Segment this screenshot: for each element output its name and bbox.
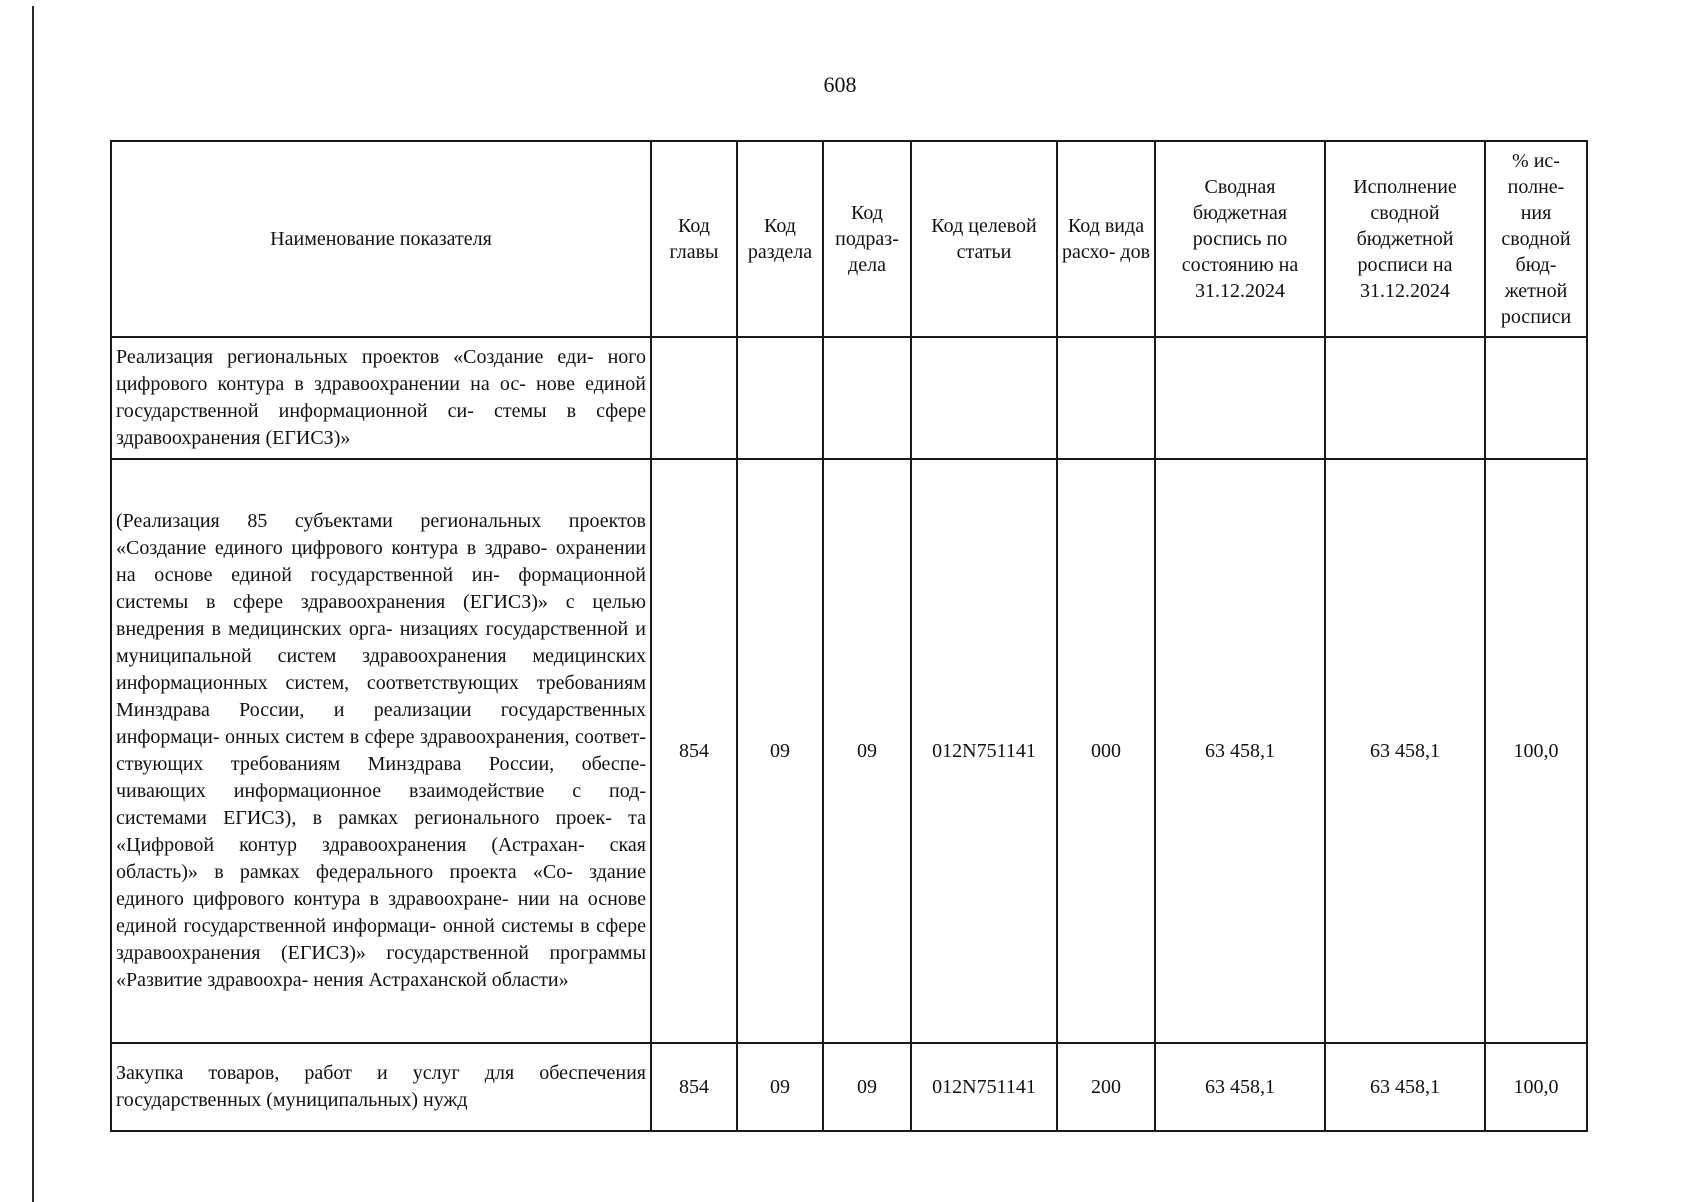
- row-plan-value: 63 458,1: [1155, 1043, 1325, 1131]
- row-chapter-code: 854: [651, 459, 737, 1043]
- row-execution-value: 63 458,1: [1325, 459, 1485, 1043]
- row-percent-value: [1485, 337, 1587, 459]
- row-expense-type: 200: [1057, 1043, 1155, 1131]
- header-target-article-code: Код целевой статьи: [911, 141, 1057, 337]
- header-budget-execution: Исполнение сводной бюджетной росписи на 31.12.2024: [1325, 141, 1485, 337]
- row-expense-type: [1057, 337, 1155, 459]
- row-subsection-code: 09: [823, 1043, 911, 1131]
- table-row: [111, 1043, 1587, 1131]
- row-execution-value: 63 458,1: [1325, 1043, 1485, 1131]
- row-target-code: [911, 337, 1057, 459]
- header-section-code: Код раздела: [737, 141, 823, 337]
- row-subsection-code: 09: [823, 459, 911, 1043]
- row-chapter-code: [651, 337, 737, 459]
- row-name: Закупка товаров, работ и услуг для обеспечения государственных (муниципальных) нужд: [111, 1043, 651, 1131]
- header-chapter-code: Код главы: [651, 141, 737, 337]
- budget-execution-table: [110, 140, 1588, 1132]
- header-expense-type-code: Код вида расхо- дов: [1057, 141, 1155, 337]
- header-execution-percent: % ис- полне- ния сводной бюд- жетной росписи: [1485, 141, 1587, 337]
- row-section-code: 09: [737, 459, 823, 1043]
- row-percent-value: 100,0: [1485, 459, 1587, 1043]
- row-name: (Реализация 85 субъектами региональных проектов «Создание единого цифрового контура в здраво- охранении на основе единой государственной ин- формационной системы в сфере здравоохранения (ЕГИСЗ)» с целью внедрения в медицинских орга- низациях государственной и муниципальной систем здравоохранения медицинских информационных систем, соответствующих требованиям Минздрава России, и реализации государственных информаци- онных систем в сфере здравоохранения, соответ- ствующих требованиям Минздрава России, обеспе- чивающих информационное взаимодействие с под- системами ЕГИСЗ), в рамках регионального проек- та «Цифровой контур здравоохранения (Астрахан- ская область)» в рамках федерального проекта «Со- здание единого цифрового контура в здравоохране- нии на основе единой государственной информаци- онной системы в сфере здравоохранения (ЕГИСЗ)» государственной программы «Развитие здравоохра- нения Астраханской области»: [111, 459, 651, 1043]
- row-chapter-code: 854: [651, 1043, 737, 1131]
- header-indicator-name: Наименование показателя: [111, 141, 651, 337]
- row-plan-value: 63 458,1: [1155, 459, 1325, 1043]
- row-expense-type: 000: [1057, 459, 1155, 1043]
- row-subsection-code: [823, 337, 911, 459]
- row-section-code: [737, 337, 823, 459]
- header-budget-plan: Сводная бюджетная роспись по состоянию на 31.12.2024: [1155, 141, 1325, 337]
- table-row: [111, 459, 1587, 1043]
- page-number: 608: [823, 72, 857, 97]
- row-plan-value: [1155, 337, 1325, 459]
- row-percent-value: 100,0: [1485, 1043, 1587, 1131]
- table-header-row: [111, 141, 1587, 337]
- row-name: Реализация региональных проектов «Создание еди- ного цифрового контура в здравоохранении на ос- нове единой государственной информационной си- стемы в сфере здравоохранения (ЕГИСЗ)»: [111, 337, 651, 459]
- table-row: [111, 337, 1587, 459]
- row-section-code: 09: [737, 1043, 823, 1131]
- row-target-code: 012N751141: [911, 459, 1057, 1043]
- row-execution-value: [1325, 337, 1485, 459]
- row-target-code: 012N751141: [911, 1043, 1057, 1131]
- header-subsection-code: Код подраз- дела: [823, 141, 911, 337]
- left-margin-rule: [32, 6, 34, 1202]
